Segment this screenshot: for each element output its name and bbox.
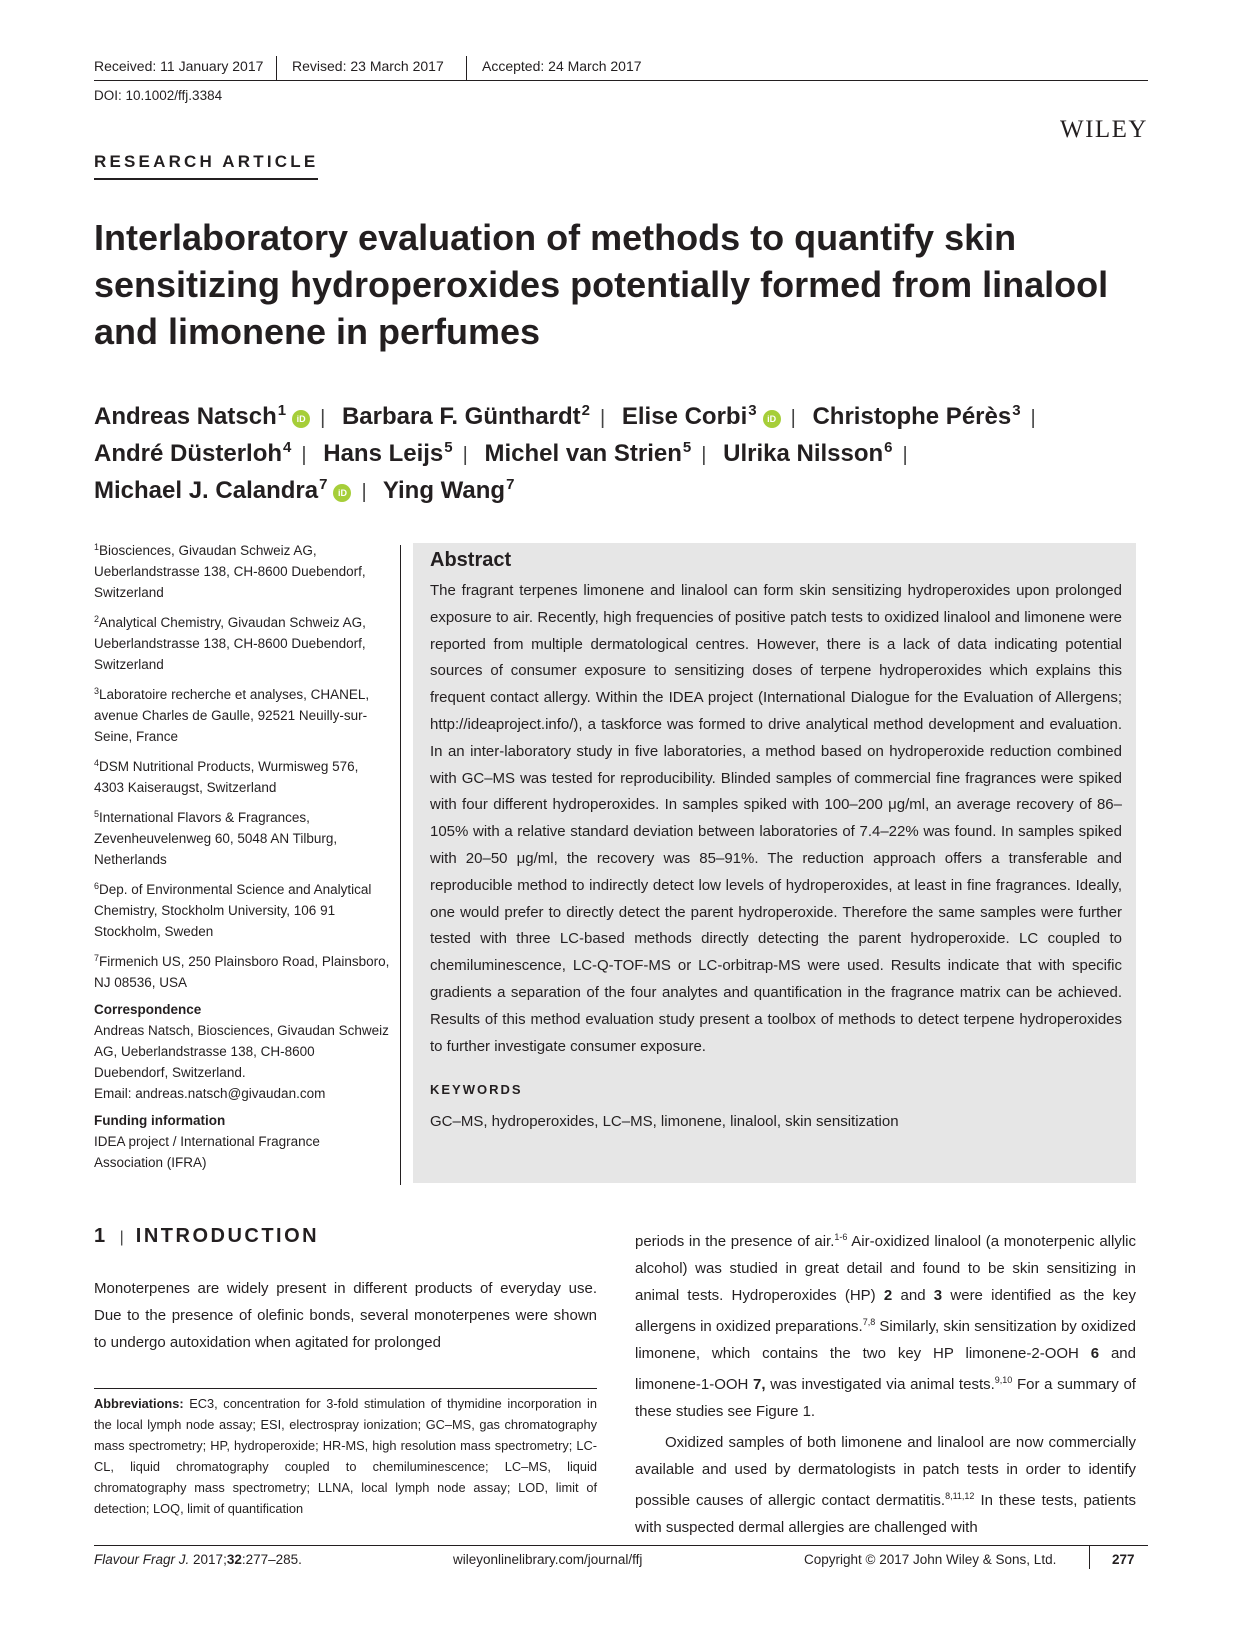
- paragraph: Oxidized samples of both limonene and linalool are now commercially available and used by dermatologists in patch tests in order to identify possible causes of allergic contact dermatitis.$^{8,11,12}$ In these tests, patients with suspected dermal allergies are challenged with: [635, 1434, 1136, 1536]
- author: Michel van Strien$^5$: [484, 439, 692, 467]
- page-number: 277: [1112, 1552, 1135, 1567]
- received-date: Received: 11 January 2017: [94, 58, 264, 74]
- abstract-heading: Abstract: [430, 549, 512, 571]
- author: Andreas Natsch$^1$: [94, 402, 287, 430]
- abbreviations-footnote: Abbreviations: EC3, concentration for 3-fold stimulation of thymidine incorporation in the local lymph node assay; ESI, electrospray ionization; GC–MS, gas chromatography mass spectrometry; HP, hydroperoxide; HR-MS, high resolution mass spectrometry; LC-CL, liquid chromatography coupled to chemiluminescence; LC–MS, liquid chromatography mass spectrometry; LLNA, local lymph node assay; LOD, limit of detection; LOQ, limit of quantification: [94, 1396, 597, 1516]
- doi: DOI: 10.1002/ffj.3384: [94, 88, 223, 103]
- orcid-icon[interactable]: iD: [763, 410, 781, 428]
- accepted-date: Accepted: 24 March 2017: [482, 58, 642, 74]
- publisher-logo: WILEY: [1059, 116, 1148, 143]
- affiliation: $^1$Biosciences, Givaudan Schweiz AG, Ueberlandstrasse 138, CH-8600 Duebendorf, Switzerland: [94, 542, 366, 600]
- funding: [94, 1110, 390, 1173]
- article-type: RESEARCH ARTICLE: [94, 152, 318, 180]
- header-divider: [466, 56, 467, 80]
- footnote-rule: [94, 1388, 597, 1389]
- journal-citation: Flavour Fragr J. 2017;32:277–285.: [94, 1552, 302, 1567]
- orcid-icon[interactable]: iD: [292, 410, 310, 428]
- citation[interactable]: 9,10: [994, 1375, 1013, 1385]
- affiliations: [94, 537, 390, 1179]
- abstract-box: [413, 543, 1136, 1183]
- affiliation: $^5$International Flavors & Fragrances, Zevenheuvelenweg 60, 5048 AN Tilburg, Netherlands: [94, 809, 338, 867]
- correspondence: [94, 999, 390, 1104]
- paragraph: periods in the presence of air.$^{1-6}$ Air-oxidized linalool (a monoterpenic allylic alcohol) was studied in great detail and found to be skin sensitizing in animal tests. Hydroperoxides (HP) 2 and 3 were identified as the key allergens in oxidized preparations.$^{7,8}$ Similarly, skin sensitization by oxidized limonene, which contains the two key HP limonene-2-OOH 6 and limonene-1-OOH 7, was investigated via animal tests.$^{9,10}$ For a summary of these studies see Figure 1.: [635, 1232, 1137, 1420]
- author: André Düsterloh$^4$: [94, 439, 292, 467]
- footer-rule: [94, 1545, 1148, 1546]
- article-title: Interlaboratory evaluation of methods to quantify skin sensitizing hydroperoxides potentially formed from linalool and limonene in perfumes: [94, 217, 1109, 352]
- intro-continued: [635, 1224, 1136, 1541]
- header-rule: [94, 80, 1148, 81]
- abstract-text: The fragrant terpenes limonene and linalool can form skin sensitizing hydroperoxides upon prolonged exposure to air. Recently, high frequencies of positive patch tests to oxidized linalool and limonene were reported from multiple dermatological centres. However, there is a lack of data indicating potential sources of consumer exposure to sensitizing doses of terpene hydroperoxides which explains this frequent contact allergy. Within the IDEA project (International Dialogue for the Evaluation of Allergens; http://ideaproject.info/), a taskforce was formed to drive analytical method development and evaluation. In an inter-laboratory study in five laboratories, a method based on hydroperoxide reduction combined with GC–MS was tested for reproducibility. Blinded samples of commercial fine fragrances were spiked with four different hydroperoxides. In samples spiked with 100–200 μg/ml, an average recovery of 86–105% with a relative standard deviation between laboratories of 7.4–22% was found. In samples spiked with 20–50 μg/ml, the recovery was 85–91%. The reduction approach offers a transferable and reproducible method to indirectly detect low levels of hydroperoxides, at least in fine fragrances. Ideally, one would prefer to directly detect the parent hydroperoxide. Therefore the same samples were further tested with three LC-based methods directly detecting the parent hydroperoxide. LC coupled to chemiluminescence, LC-Q-TOF-MS or LC-orbitrap-MS were used. Results indicate that with specific gradients a separation of the four analytes and quantification in the fragrance matrix can be achieved. Results of this method evaluation study present a toolbox of methods to detect terpene hydroperoxides to further investigate consumer exposure.: [430, 582, 1122, 1055]
- correspondence-heading: Correspondence: [94, 1002, 202, 1017]
- funding-text: IDEA project / International Fragrance Association (IFRA): [94, 1134, 320, 1170]
- affiliation: $^4$DSM Nutritional Products, Wurmisweg 576, 4303 Kaiseraugst, Switzerland: [94, 758, 359, 795]
- citation[interactable]: 8,11,12: [945, 1491, 975, 1501]
- orcid-icon[interactable]: iD: [333, 484, 351, 502]
- revised-date: Revised: 23 March 2017: [292, 58, 444, 74]
- affiliation: $^6$Dep. of Environmental Science and Analytical Chemistry, Stockholm University, 106 91 Stockholm, Sweden: [94, 881, 372, 939]
- author: Ying Wang$^7$: [382, 476, 515, 504]
- author: Ulrika Nilsson$^6$: [723, 439, 893, 467]
- affiliation: $^2$Analytical Chemistry, Givaudan Schweiz AG, Ueberlandstrasse 138, CH-8600 Duebendorf, Switzerland: [94, 614, 366, 672]
- intro-paragraph: Monoterpenes are widely present in different products of everyday use. Due to the presence of olefinic bonds, several monoterpenes were shown to undergo autoxidation when agitated for prolonged: [94, 1280, 597, 1351]
- section-heading: 1 | INTRODUCTION: [94, 1225, 320, 1247]
- copyright: Copyright © 2017 John Wiley & Sons, Ltd.: [804, 1552, 1057, 1567]
- funding-heading: Funding information: [94, 1113, 226, 1128]
- citation[interactable]: 1-6: [834, 1232, 848, 1242]
- journal-url[interactable]: wileyonlinelibrary.com/journal/ffj: [453, 1552, 643, 1567]
- header-divider: [276, 56, 277, 80]
- author-list: Andreas Natsch$^1$ iD | Barbara F. Günthardt$^2$ | Elise Corbi$^3$ iD | Christophe Pérès$^3$ | André Düsterloh$^4$ | Hans Leijs$^5$ | Michel van Strien$^5$ | Ulrika Nilsson$^6$ | Michael J. Calandra$^7$ iD | Ying Wang$^7$: [94, 402, 1036, 504]
- sidebar-divider: [400, 545, 401, 1185]
- author: Christophe Pérès$^3$: [812, 402, 1021, 430]
- author: Michael J. Calandra$^7$: [94, 476, 328, 504]
- author: Elise Corbi$^3$: [621, 402, 757, 430]
- keywords: GC–MS, hydroperoxides, LC–MS, limonene, linalool, skin sensitization: [430, 1113, 899, 1131]
- author: Hans Leijs$^5$: [323, 439, 453, 467]
- affiliation: $^3$Laboratoire recherche et analyses, CHANEL, avenue Charles de Gaulle, 92521 Neuilly-sur-Seine, France: [94, 686, 370, 744]
- author: Barbara F. Günthardt$^2$: [341, 402, 590, 430]
- citation[interactable]: 7,8: [862, 1317, 876, 1327]
- affiliation: $^7$Firmenich US, 250 Plainsboro Road, Plainsboro, NJ 08536, USA: [94, 953, 390, 990]
- correspondence-email[interactable]: Email: andreas.natsch@givaudan.com: [94, 1086, 326, 1101]
- correspondence-address: Andreas Natsch, Biosciences, Givaudan Schweiz AG, Ueberlandstrasse 138, CH-8600 Duebendorf, Switzerland.: [94, 1023, 389, 1080]
- footer-divider: [1089, 1545, 1090, 1569]
- keywords-heading: KEYWORDS: [430, 1082, 523, 1098]
